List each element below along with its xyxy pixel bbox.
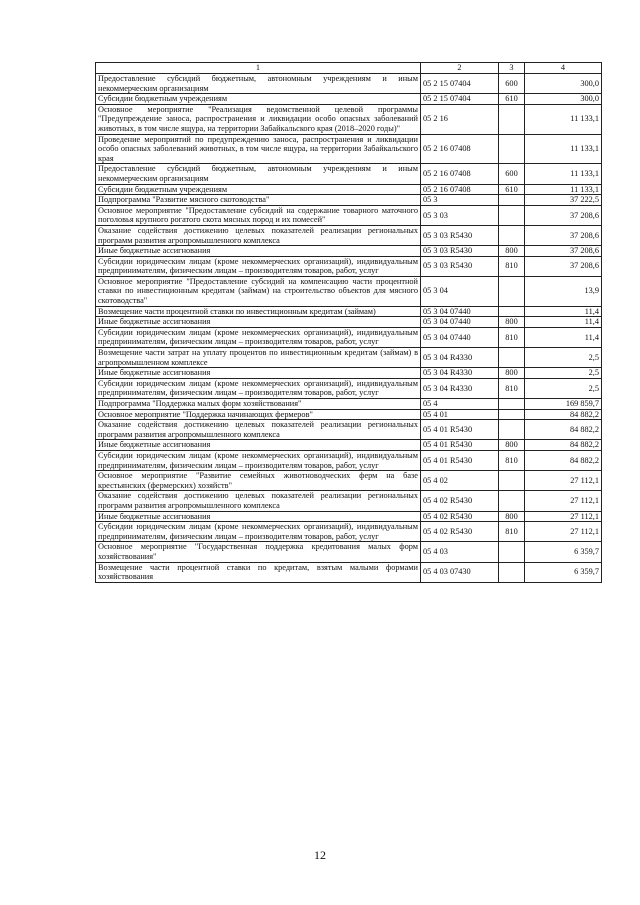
row-amount-cell: 11,4 xyxy=(525,327,602,347)
row-amount-cell: 27 112,1 xyxy=(525,511,602,522)
row-name-cell: Возмещение части процентной ставки по инвестиционным кредитам (займам) xyxy=(96,306,421,317)
row-name-cell: Иные бюджетные ассигнования xyxy=(96,317,421,328)
table-row xyxy=(96,378,602,398)
row-amount-cell: 27 112,1 xyxy=(525,491,602,511)
row-name-cell: Иные бюджетные ассигнования xyxy=(96,440,421,451)
row-name-cell: Субсидии юридическим лицам (кроме некоммерческих организаций), индивидуальным предпринимателям, физическим лицам – производителям товаров, работ, услуг xyxy=(96,256,421,276)
row-code-cell: 05 3 04 R4330 xyxy=(421,378,499,398)
row-type-cell xyxy=(499,276,525,306)
row-name-cell: Проведение мероприятий по предупреждению заноса, распространения и ликвидации особо опасных заболеваний животных, в том числе ящура, на территории Забайкальского края xyxy=(96,134,421,164)
column-header-2: 2 xyxy=(421,63,499,74)
row-name-cell: Субсидии бюджетным учреждениям xyxy=(96,184,421,195)
row-code-cell: 05 3 04 xyxy=(421,276,499,306)
row-name-cell: Подпрограмма "Развитие мясного скотоводства" xyxy=(96,195,421,206)
table-row xyxy=(96,542,602,562)
row-type-cell xyxy=(499,104,525,134)
row-amount-cell: 84 882,2 xyxy=(525,420,602,440)
table-row xyxy=(96,450,602,470)
row-amount-cell: 37 208,6 xyxy=(525,225,602,245)
row-amount-cell: 37 208,6 xyxy=(525,205,602,225)
table-row xyxy=(96,399,602,410)
row-name-cell: Субсидии юридическим лицам (кроме некоммерческих организаций), индивидуальным предпринимателям, физическим лицам – производителям товаров, работ, услуг xyxy=(96,450,421,470)
row-name-cell: Субсидии бюджетным учреждениям xyxy=(96,94,421,105)
row-amount-cell: 27 112,1 xyxy=(525,471,602,491)
row-code-cell: 05 4 03 07430 xyxy=(421,562,499,582)
table-row xyxy=(96,256,602,276)
row-code-cell: 05 2 16 07408 xyxy=(421,184,499,195)
table-row xyxy=(96,327,602,347)
row-amount-cell: 2,5 xyxy=(525,348,602,368)
row-code-cell: 05 4 01 R5430 xyxy=(421,450,499,470)
row-type-cell xyxy=(499,562,525,582)
row-type-cell: 800 xyxy=(499,317,525,328)
table-row xyxy=(96,368,602,379)
row-amount-cell: 6 359,7 xyxy=(525,542,602,562)
table-row xyxy=(96,276,602,306)
row-amount-cell: 2,5 xyxy=(525,368,602,379)
table-row xyxy=(96,306,602,317)
row-name-cell: Основное мероприятие "Предоставление субсидий на компенсацию части процентной ставки по инвестиционным кредитам (займам) на строительство объектов для мясного скотоводства" xyxy=(96,276,421,306)
row-name-cell: Основное мероприятие "Развитие семейных животноводческих ферм на базе крестьянских (фермерских) хозяйств" xyxy=(96,471,421,491)
table-row xyxy=(96,471,602,491)
row-type-cell: 800 xyxy=(499,368,525,379)
row-type-cell xyxy=(499,134,525,164)
table-row xyxy=(96,522,602,542)
row-code-cell: 05 3 04 07440 xyxy=(421,317,499,328)
row-amount-cell: 84 882,2 xyxy=(525,450,602,470)
row-type-cell xyxy=(499,471,525,491)
row-amount-cell: 11,4 xyxy=(525,306,602,317)
row-code-cell: 05 4 01 xyxy=(421,409,499,420)
table-row xyxy=(96,409,602,420)
row-name-cell: Предоставление субсидий бюджетным, автономным учреждениям и иным некоммерческим организациям xyxy=(96,164,421,184)
row-code-cell: 05 3 03 R5430 xyxy=(421,225,499,245)
row-code-cell: 05 2 16 07408 xyxy=(421,164,499,184)
row-amount-cell: 37 208,6 xyxy=(525,246,602,257)
row-type-cell: 800 xyxy=(499,440,525,451)
row-code-cell: 05 4 02 R5430 xyxy=(421,491,499,511)
row-type-cell xyxy=(499,420,525,440)
table-row xyxy=(96,164,602,184)
row-type-cell: 810 xyxy=(499,378,525,398)
row-name-cell: Подпрограмма "Поддержка малых форм хозяйствования" xyxy=(96,399,421,410)
page-number: 12 xyxy=(314,848,326,862)
row-amount-cell: 37 222,5 xyxy=(525,195,602,206)
row-amount-cell: 2,5 xyxy=(525,378,602,398)
row-type-cell xyxy=(499,205,525,225)
column-header-1: 1 xyxy=(96,63,421,74)
row-name-cell: Субсидии юридическим лицам (кроме некоммерческих организаций), индивидуальным предпринимателям, физическим лицам – производителям товаров, работ, услуг xyxy=(96,522,421,542)
table-row xyxy=(96,348,602,368)
row-name-cell: Оказание содействия достижению целевых показателей реализации региональных программ развития агропромышленного комплекса xyxy=(96,225,421,245)
row-amount-cell: 11,4 xyxy=(525,317,602,328)
row-amount-cell: 11 133,1 xyxy=(525,164,602,184)
table-row xyxy=(96,134,602,164)
row-type-cell: 810 xyxy=(499,256,525,276)
column-header-4: 4 xyxy=(525,63,602,74)
row-type-cell: 810 xyxy=(499,450,525,470)
table-row xyxy=(96,184,602,195)
row-type-cell: 610 xyxy=(499,184,525,195)
row-type-cell: 810 xyxy=(499,327,525,347)
table-row xyxy=(96,246,602,257)
row-name-cell: Предоставление субсидий бюджетным, автономным учреждениям и иным некоммерческим организациям xyxy=(96,74,421,94)
row-code-cell: 05 2 16 xyxy=(421,104,499,134)
row-amount-cell: 27 112,1 xyxy=(525,522,602,542)
row-type-cell xyxy=(499,409,525,420)
table-row xyxy=(96,562,602,582)
row-code-cell: 05 4 02 xyxy=(421,471,499,491)
table-row xyxy=(96,420,602,440)
row-amount-cell: 13,9 xyxy=(525,276,602,306)
row-code-cell: 05 3 04 07440 xyxy=(421,327,499,347)
row-type-cell xyxy=(499,195,525,206)
budget-table xyxy=(95,62,602,583)
row-type-cell xyxy=(499,306,525,317)
row-code-cell: 05 4 xyxy=(421,399,499,410)
row-name-cell: Оказание содействия достижению целевых показателей реализации региональных программ развития агропромышленного комплекса xyxy=(96,420,421,440)
row-code-cell: 05 4 03 xyxy=(421,542,499,562)
row-code-cell: 05 3 03 R5430 xyxy=(421,256,499,276)
table-row xyxy=(96,317,602,328)
table-row xyxy=(96,205,602,225)
row-code-cell: 05 3 xyxy=(421,195,499,206)
row-code-cell: 05 2 16 07408 xyxy=(421,134,499,164)
row-name-cell: Иные бюджетные ассигнования xyxy=(96,246,421,257)
row-name-cell: Основное мероприятие "Поддержка начинающих фермеров" xyxy=(96,409,421,420)
row-code-cell: 05 3 04 07440 xyxy=(421,306,499,317)
row-amount-cell: 11 133,1 xyxy=(525,134,602,164)
row-code-cell: 05 2 15 07404 xyxy=(421,94,499,105)
row-type-cell xyxy=(499,348,525,368)
table-body xyxy=(96,74,602,583)
row-name-cell: Оказание содействия достижению целевых показателей реализации региональных программ развития агропромышленного комплекса xyxy=(96,491,421,511)
row-name-cell: Основное мероприятие "Предоставление субсидий на содержание товарного маточного поголовья крупного рогатого скота мясных пород и их помесей" xyxy=(96,205,421,225)
row-type-cell: 800 xyxy=(499,246,525,257)
row-name-cell: Основное мероприятие "Реализация ведомственной целевой программы "Предупреждение заноса, распространения и ликвидации особо опасных заболеваний животных, в том числе ящура, на территории Забайкальского края (2018–2020 годы)" xyxy=(96,104,421,134)
row-amount-cell: 6 359,7 xyxy=(525,562,602,582)
row-type-cell: 810 xyxy=(499,522,525,542)
table-row xyxy=(96,511,602,522)
table-row xyxy=(96,440,602,451)
row-name-cell: Возмещение части процентной ставки по кредитам, взятым малыми формами хозяйствования xyxy=(96,562,421,582)
table-row xyxy=(96,94,602,105)
table-row xyxy=(96,195,602,206)
row-type-cell: 610 xyxy=(499,94,525,105)
row-name-cell: Возмещение части затрат на уплату процентов по инвестиционным кредитам (займам) в агропромышленном комплексе xyxy=(96,348,421,368)
row-type-cell: 600 xyxy=(499,164,525,184)
row-name-cell: Иные бюджетные ассигнования xyxy=(96,511,421,522)
row-code-cell: 05 4 02 R5430 xyxy=(421,511,499,522)
table-row xyxy=(96,104,602,134)
row-code-cell: 05 2 15 07404 xyxy=(421,74,499,94)
row-amount-cell: 37 208,6 xyxy=(525,256,602,276)
row-amount-cell: 11 133,1 xyxy=(525,184,602,195)
row-name-cell: Иные бюджетные ассигнования xyxy=(96,368,421,379)
row-code-cell: 05 4 02 R5430 xyxy=(421,522,499,542)
table-row xyxy=(96,225,602,245)
row-code-cell: 05 3 04 R4330 xyxy=(421,348,499,368)
row-name-cell: Основное мероприятие "Государственная поддержка кредитования малых форм хозяйствования" xyxy=(96,542,421,562)
row-type-cell: 600 xyxy=(499,74,525,94)
row-name-cell: Субсидии юридическим лицам (кроме некоммерческих организаций), индивидуальным предпринимателям, физическим лицам – производителям товаров, работ, услуг xyxy=(96,378,421,398)
row-code-cell: 05 4 01 R5430 xyxy=(421,420,499,440)
table-header-row xyxy=(96,63,602,74)
row-code-cell: 05 3 03 R5430 xyxy=(421,246,499,257)
row-code-cell: 05 4 01 R5430 xyxy=(421,440,499,451)
row-amount-cell: 169 859,7 xyxy=(525,399,602,410)
row-amount-cell: 84 882,2 xyxy=(525,409,602,420)
row-code-cell: 05 3 03 xyxy=(421,205,499,225)
row-type-cell xyxy=(499,491,525,511)
row-amount-cell: 84 882,2 xyxy=(525,440,602,451)
row-type-cell xyxy=(499,399,525,410)
row-name-cell: Субсидии юридическим лицам (кроме некоммерческих организаций), индивидуальным предпринимателям, физическим лицам – производителям товаров, работ, услуг xyxy=(96,327,421,347)
row-type-cell xyxy=(499,225,525,245)
table-row xyxy=(96,74,602,94)
row-type-cell xyxy=(499,542,525,562)
row-amount-cell: 300,0 xyxy=(525,94,602,105)
row-amount-cell: 11 133,1 xyxy=(525,104,602,134)
column-header-3: 3 xyxy=(499,63,525,74)
row-code-cell: 05 3 04 R4330 xyxy=(421,368,499,379)
row-type-cell: 800 xyxy=(499,511,525,522)
row-amount-cell: 300,0 xyxy=(525,74,602,94)
table-row xyxy=(96,491,602,511)
